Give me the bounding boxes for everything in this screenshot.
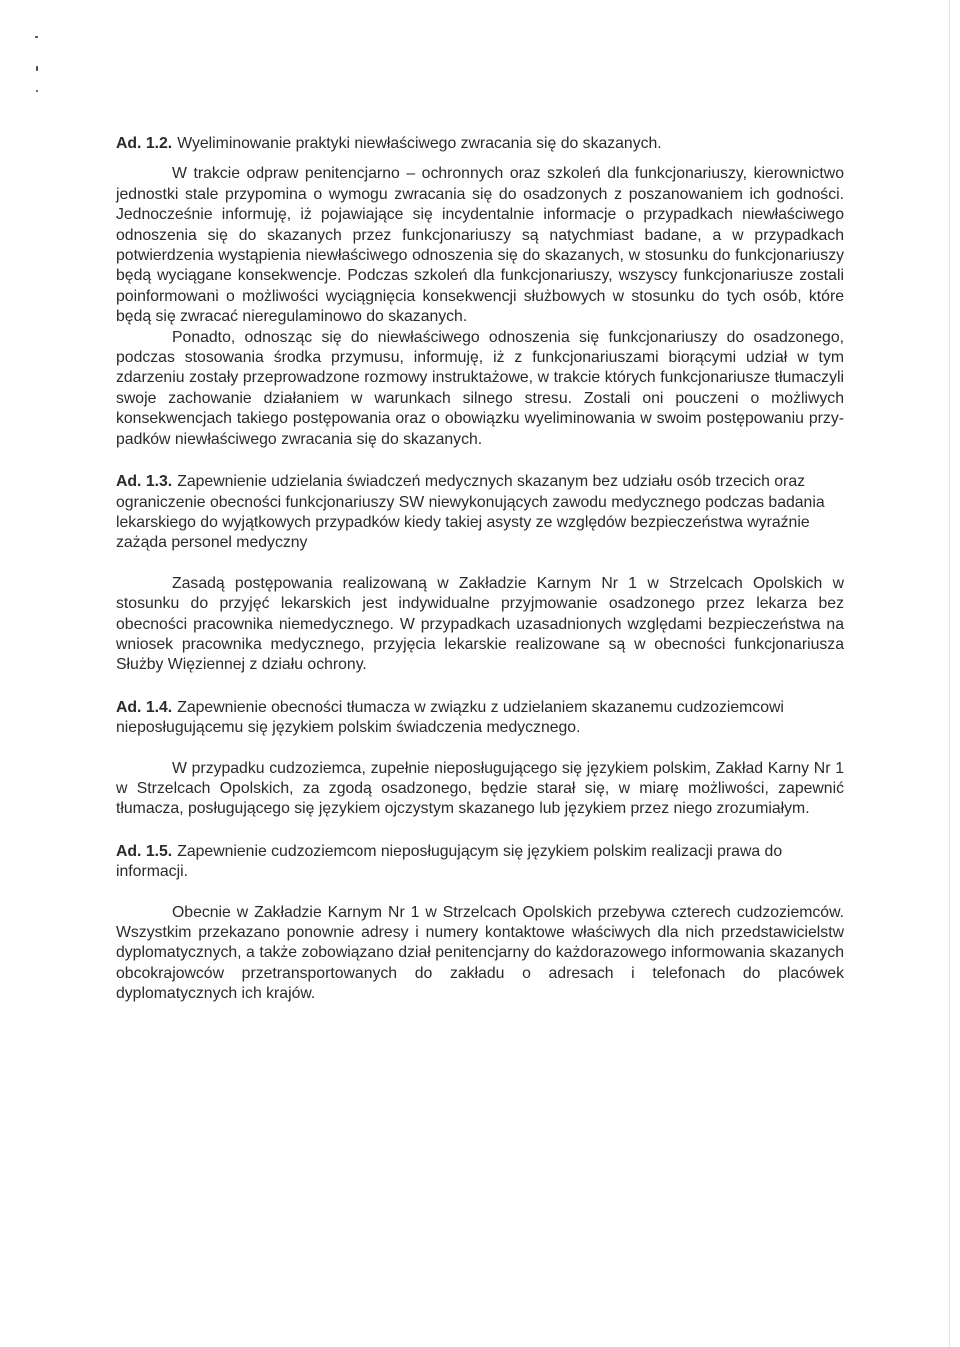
section-number: Ad. 1.5. [116,842,173,860]
paragraph: W trakcie odpraw penitencjarno – ochronnych oraz szkoleń dla funkcjonariuszy, kierownictwo jednostki stale przypomina o wymogu zwracania się do osadzonych z poszanowaniem ich godności. Jednocześnie informuję, iż pojawiające się incydentalnie informacje o przypadkach niewłaściwego odnoszenia się do skazanych przez funkcjonariuszy są natychmiast badane, a w przypadkach potwierdzenia wystąpienia niewłaściwego odnoszenia się do skazanych, w stosunku do funkcjonariuszy będą wyciągane konsekwencje. Podczas szkoleń dla funkcjonariuszy, wszyscy funkcjonariusze zostali poinformowani o możliwości wyciągnięcia konsekwencji służbowych w stosunku do tych osób, które będą się zwracać nieregulaminowo do skazanych. [116,165,844,326]
paragraph: Zasadą postępowania realizowaną w Zakładzie Karnym Nr 1 w Strzelcach Opolskich w stosunku do przyjęć lekarskich jest indywidualne przyjmowanie osadzonego przez lekarza bez obecności pracownika niemedycznego. W przypadkach uzasadnionych względami bezpieczeństwa na wniosek pracownika medycznego, przyjęcia lekarskie realizowane są w obecności funkcjonariusza Służby Więziennej z działu ochrony. [116,574,844,674]
scan-artifact-mark [36,66,38,71]
document-body [116,134,844,1005]
section-title: Zapewnienie obecności tłumacza w związku z udzielaniem skazanemu cudzoziemcowi nieposługującemu się językiem polskim świadczenia medycznego. [116,698,784,737]
paragraph: Obecnie w Zakładzie Karnym Nr 1 w Strzelcach Opolskich przebywa czterech cudzoziemców. Wszystkim przekazano ponownie adresy i numery kontaktowe właściwych dla nich przedstawicielstw dyplomatycznych, a także zobowiązano dział penitencjarny do każdorazowego informowania skazanych obcokrajowców przetransportowanych do zakładu o adresach i telefonach do placówek dyplomatycznych ich krajów. [116,903,844,1003]
section-heading [116,134,844,154]
scan-artifact-mark [35,36,38,38]
paragraph: W przypadku cudzoziemca, zupełnie nieposługującego się językiem polskim, Zakład Karny Nr 1 w Strzelcach Opolskich, za zgodą osadzonego, będzie starał się, w miarę możliwości, zapewnić tłumacza, posługującego się językiem ojczystym skazanego lub językiem przez niego zrozumiałym. [116,759,844,818]
section-heading [116,842,844,883]
section-title: Zapewnienie cudzoziemcom nieposługującym się językiem polskim realizacji prawa do informacji. [116,842,783,881]
scan-edge-line [949,0,950,1347]
section-heading [116,472,844,554]
section-title: Zapewnienie udzielania świadczeń medycznych skazanym bez udziału osób trzecich oraz ograniczenie obecności funkcjonariuszy SW niewykonujących zawodu medycznego podczas badania lekarskiego do wyjątkowych przypadków kiedy takiej asysty ze względów bezpieczeństwa wyraźnie zażąda personel medyczny [116,473,825,552]
section-title: Wyeliminowanie praktyki niewłaściwego zwracania się do skazanych. [177,135,662,152]
paragraph: Ponadto, odnosząc się do niewłaściwego odnoszenia się funkcjonariuszy do osadzonego, podczas stosowania środka przymusu, informuję, iż z funkcjonariuszami biorącymi udział w tym zdarzeniu zostały przeprowadzone rozmowy instruktażowe, w trakcie których funkcjonariusze tłumaczyli swoje zachowanie działaniem w warunkach silnego stresu. Zostali oni pouczeni o możliwych konsekwencjach takiego postępowania oraz o obowiązku wyeliminowania w swoim postępowaniu przypadków niewłaściwego zwracania się do skazanych. [116,328,844,448]
section-heading [116,698,844,739]
scan-artifact-mark [36,90,38,92]
section-number: Ad. 1.4. [116,698,173,716]
section-number: Ad. 1.3. [116,473,173,491]
section-number: Ad. 1.2. [116,135,173,152]
